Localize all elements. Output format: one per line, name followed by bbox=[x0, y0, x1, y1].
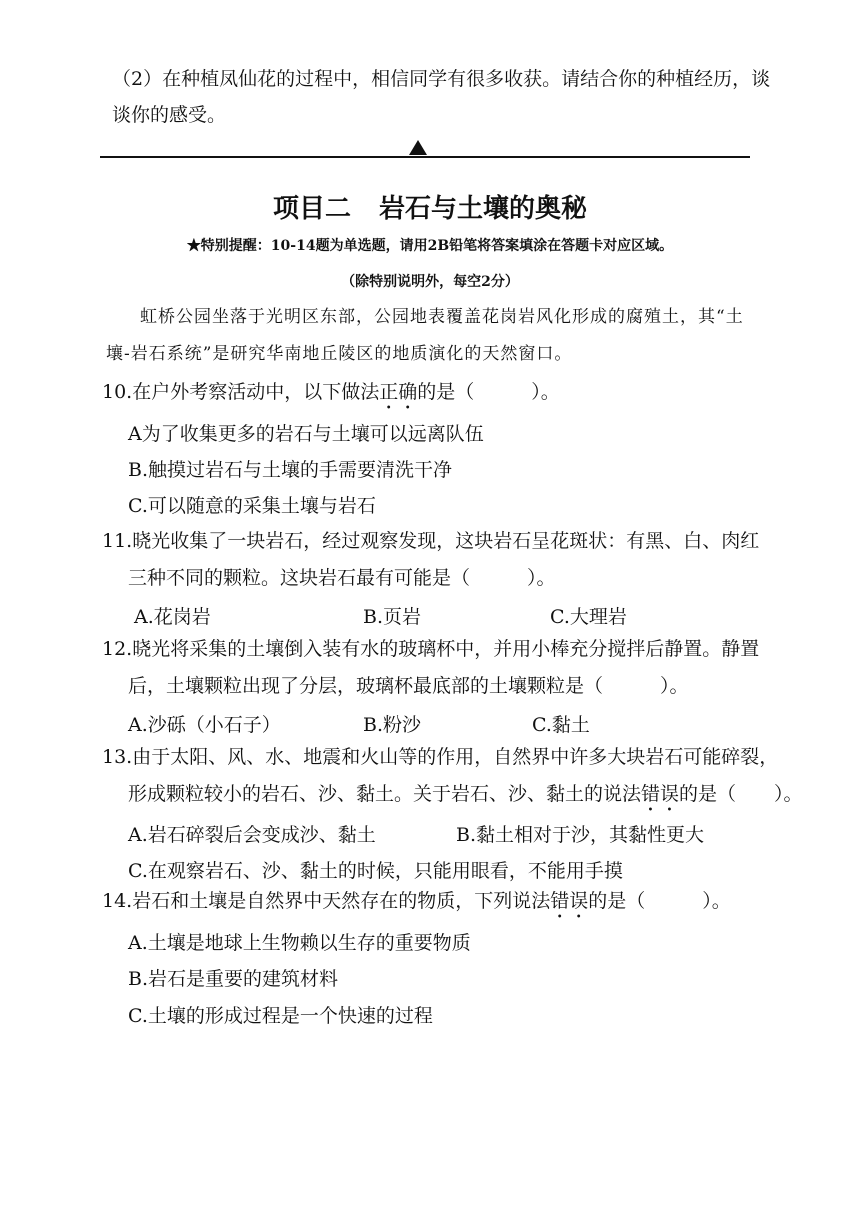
q11-option-a: A.花岗岩 bbox=[134, 606, 211, 628]
q13-emphasis: 错误 bbox=[641, 783, 680, 805]
q14-stem-after: 的是（ ）。 bbox=[588, 890, 731, 912]
q12-option-b: B.粉沙 bbox=[363, 714, 422, 736]
q12-option-a: A.沙砾（小石子） bbox=[128, 714, 281, 736]
q14-emphasis: 错误 bbox=[550, 890, 589, 912]
q10-option-a: A为了收集更多的岩石与土壤可以远离队伍 bbox=[128, 423, 484, 445]
q11-option-c: C.大理岩 bbox=[550, 606, 627, 628]
q11-stem-line-2: 三种不同的颗粒。这块岩石最有可能是（ ）。 bbox=[128, 567, 556, 589]
q10-stem bbox=[102, 381, 560, 414]
q12-stem-line-2: 后，土壤颗粒出现了分层，玻璃杯最底部的土壤颗粒是（ ）。 bbox=[128, 675, 689, 697]
q13-option-b: B.黏土相对于沙，其黏性更大 bbox=[456, 824, 705, 846]
q13-option-a: A.岩石碎裂后会变成沙、黏土 bbox=[128, 824, 376, 846]
q10-option-c: C.可以随意的采集土壤与岩石 bbox=[128, 495, 376, 517]
q10-stem-after: 的是（ ）。 bbox=[417, 381, 560, 403]
section-title bbox=[0, 188, 860, 225]
q11-option-b: B.页岩 bbox=[363, 606, 422, 628]
q14-stem bbox=[102, 890, 731, 923]
q13-stem-after: 的是（ ）。 bbox=[679, 783, 803, 805]
q13-stem-line-1: 13.由于太阳、风、水、地震和火山等的作用，自然界中许多大块岩石可能碎裂， bbox=[102, 746, 779, 768]
special-reminder: ★特别提醒：10-14题为单选题，请用2B铅笔将答案填涂在答题卡对应区域。 bbox=[186, 238, 674, 254]
prev-question-line-2: 谈你的感受。 bbox=[112, 104, 227, 126]
section-title-number: 项目二 bbox=[272, 194, 351, 224]
section-divider bbox=[100, 156, 750, 158]
intro-line-1: 虹桥公园坐落于光明区东部，公园地表覆盖花岗岩风化形成的腐殖土，其“土 bbox=[140, 307, 744, 327]
q10-emphasis: 正确 bbox=[379, 381, 418, 403]
q13-stem-before: 形成颗粒较小的岩石、沙、黏土。关于岩石、沙、黏土的说法 bbox=[128, 783, 642, 805]
intro-line-2: 壤-岩石系统”是研究华南地丘陵区的地质演化的天然窗口。 bbox=[106, 344, 573, 364]
q14-option-c: C.土壤的形成过程是一个快速的过程 bbox=[128, 1005, 433, 1027]
q12-stem-line-1: 12.晓光将采集的土壤倒入装有水的玻璃杯中，并用小棒充分搅拌后静置。静置 bbox=[102, 638, 760, 660]
prev-question-line-1: （2）在种植凤仙花的过程中，相信同学有很多收获。请结合你的种植经历，谈 bbox=[112, 68, 771, 90]
q11-stem-line-1: 11.晓光收集了一块岩石，经过观察发现，这块岩石呈花斑状：有黑、白、肉红 bbox=[102, 530, 760, 552]
q14-stem-before: 14.岩石和土壤是自然界中天然存在的物质，下列说法 bbox=[102, 890, 551, 912]
q10-stem-before: 10.在户外考察活动中，以下做法 bbox=[102, 381, 380, 403]
q13-stem-line-2 bbox=[128, 783, 803, 816]
q14-option-a: A.土壤是地球上生物赖以生存的重要物质 bbox=[128, 932, 471, 954]
q14-option-b: B.岩石是重要的建筑材料 bbox=[128, 968, 339, 990]
q13-option-c: C.在观察岩石、沙、黏土的时候，只能用眼看，不能用手摸 bbox=[128, 860, 623, 882]
q10-option-b: B.触摸过岩石与土壤的手需要清洗干净 bbox=[128, 459, 453, 481]
scoring-note: （除特别说明外，每空2分） bbox=[341, 274, 519, 290]
q12-option-c: C.黏土 bbox=[532, 714, 590, 736]
triangle-marker-icon bbox=[409, 140, 427, 155]
section-title-text: 岩石与土壤的奥秘 bbox=[379, 194, 588, 224]
